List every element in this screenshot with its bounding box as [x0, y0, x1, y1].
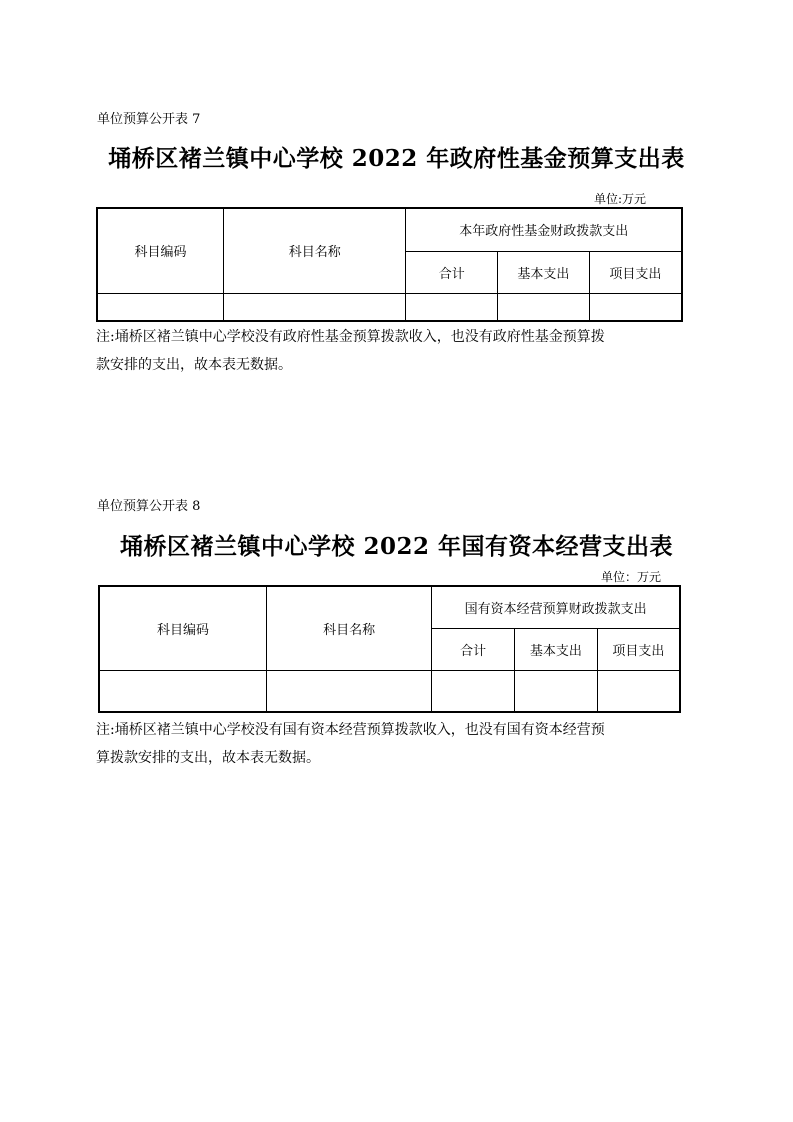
- section1-note-line2: 款安排的支出，故本表无数据。: [96, 357, 292, 373]
- header-name: 科目名称: [266, 586, 431, 670]
- header-code: 科目编码: [97, 208, 224, 293]
- cell-empty: [498, 293, 590, 321]
- header-group: 本年政府性基金财政拨款支出: [406, 208, 682, 251]
- header-basic: 基本支出: [498, 251, 590, 293]
- section1-unit: 单位:万元: [594, 192, 647, 206]
- section2-table: [98, 585, 681, 713]
- section1-note: [96, 323, 605, 379]
- cell-empty: [266, 670, 431, 712]
- cell-empty: [432, 670, 515, 712]
- header-project: 项目支出: [589, 251, 682, 293]
- section2-note-line1: 注:埇桥区褚兰镇中心学校没有国有资本经营预算拨款收入，也没有国有资本经营预: [96, 722, 605, 738]
- section2-unit: 单位：万元: [601, 570, 662, 584]
- cell-empty: [97, 293, 224, 321]
- section2-label: 单位预算公开表 8: [97, 499, 201, 514]
- cell-empty: [597, 670, 680, 712]
- header-project: 项目支出: [597, 628, 680, 670]
- section1-title: 埇桥区褚兰镇中心学校 2022 年政府性基金预算支出表: [108, 145, 685, 172]
- header-group: 国有资本经营预算财政拨款支出: [432, 586, 680, 628]
- header-total: 合计: [406, 251, 498, 293]
- cell-empty: [515, 670, 598, 712]
- section2-note: [96, 716, 605, 772]
- header-total: 合计: [432, 628, 515, 670]
- cell-empty: [406, 293, 498, 321]
- cell-empty: [224, 293, 406, 321]
- section1-table: [96, 207, 683, 322]
- table-row: [97, 293, 682, 321]
- section1-note-line1: 注:埇桥区褚兰镇中心学校没有政府性基金预算拨款收入，也没有政府性基金预算拨: [96, 329, 605, 345]
- section2-title: 埇桥区褚兰镇中心学校 2022 年国有资本经营支出表: [119, 533, 674, 560]
- cell-empty: [589, 293, 682, 321]
- header-name: 科目名称: [224, 208, 406, 293]
- section1-label: 单位预算公开表 7: [97, 112, 201, 127]
- header-code: 科目编码: [99, 586, 266, 670]
- cell-empty: [99, 670, 266, 712]
- table-row: [99, 670, 680, 712]
- section2-note-line2: 算拨款安排的支出，故本表无数据。: [96, 750, 320, 766]
- header-basic: 基本支出: [515, 628, 598, 670]
